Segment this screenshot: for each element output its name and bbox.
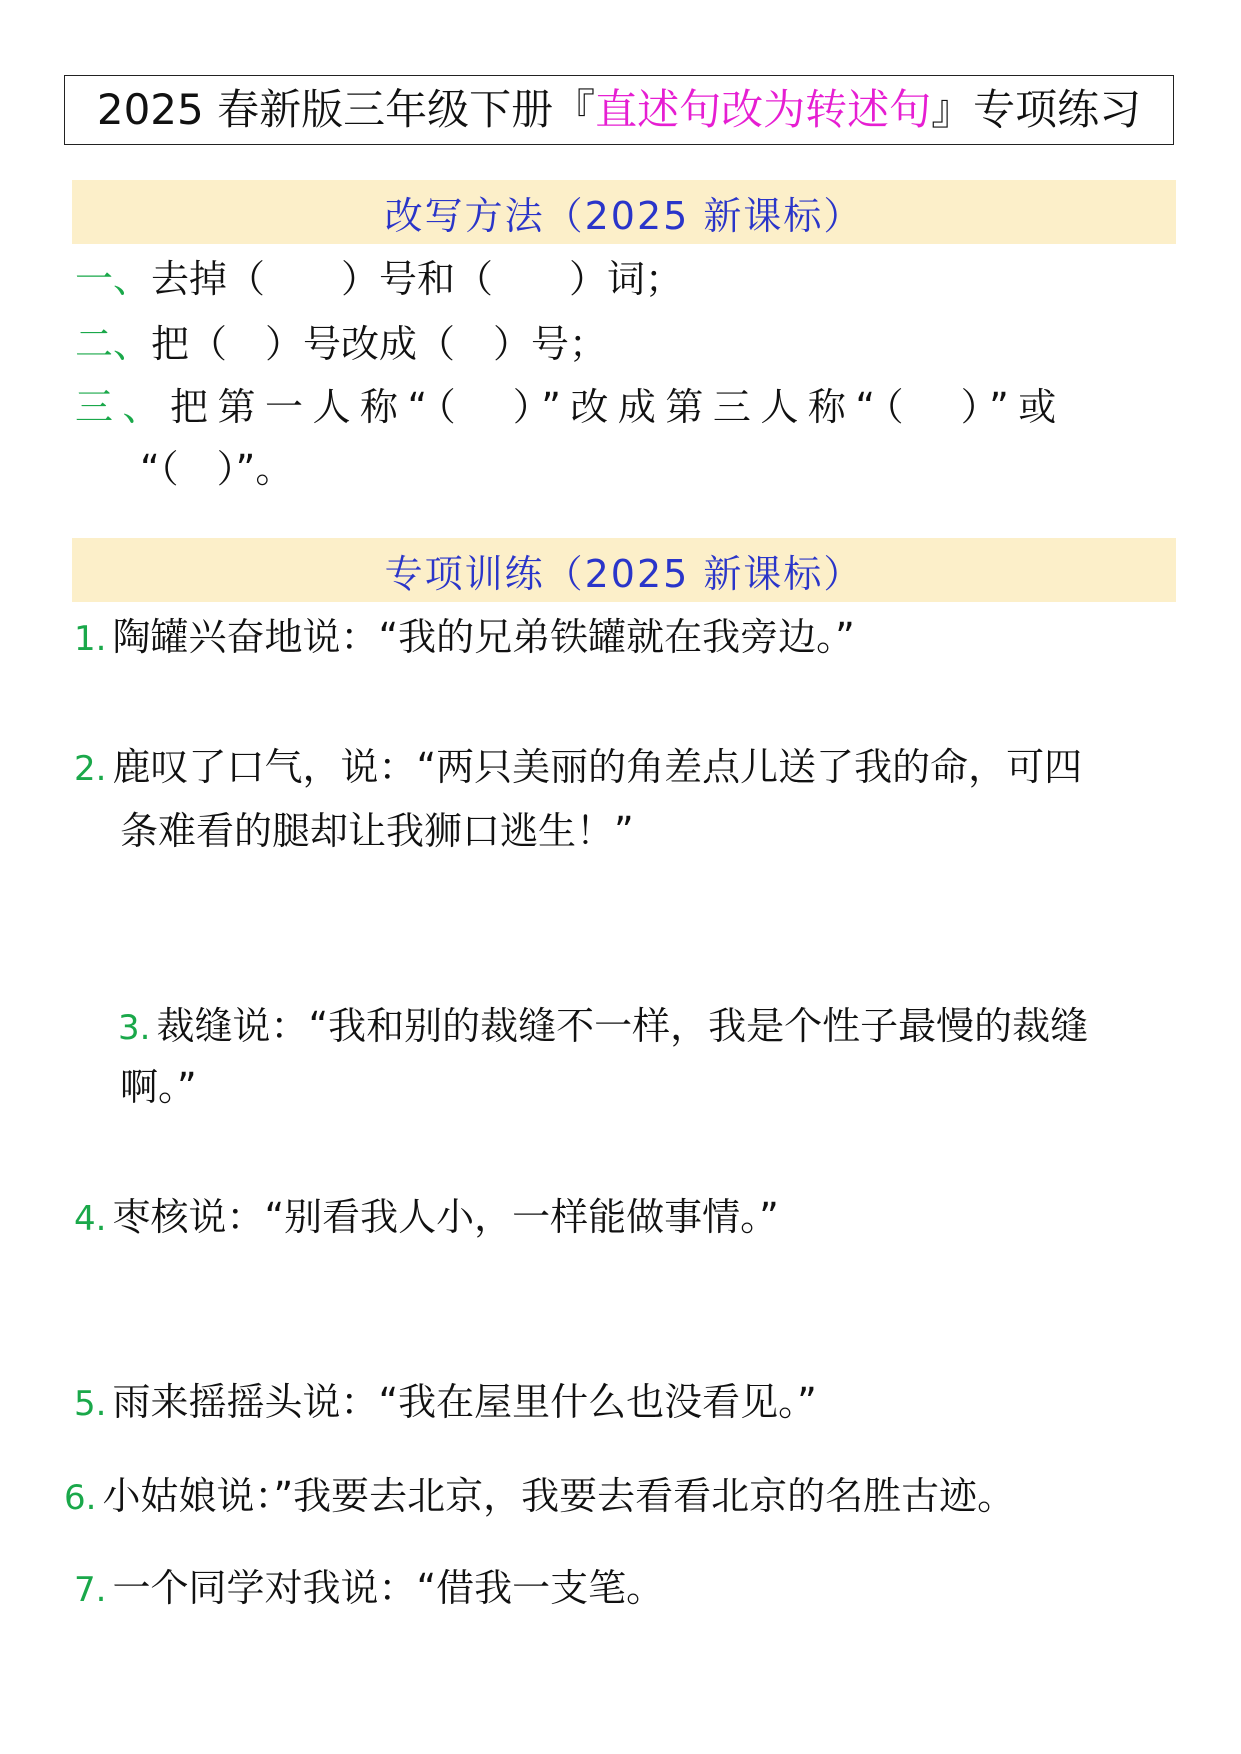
question-number: 2. [74,749,107,789]
question-text: 一个同学对我说：“借我一支笔。 [112,1566,665,1610]
question-text: 小姑娘说：”我要去北京，我要去看看北京的名胜古迹。 [102,1474,1016,1518]
question-3 [118,1004,1089,1048]
question-5 [74,1380,817,1424]
question-text: 裁缝说：“我和别的裁缝不一样，我是个性子最慢的裁缝 [156,1004,1089,1048]
question-number: 4. [74,1199,107,1239]
question-2 [74,745,1083,789]
question-number: 6. [64,1478,97,1518]
question-7 [74,1566,665,1610]
method-line-1 [75,257,684,301]
practice-section-header: 专项训练（2025 新课标） [72,538,1176,602]
question-4 [74,1195,779,1239]
question-text: 鹿叹了口气，说：“两只美丽的角差点儿送了我的命，可四 [112,745,1083,789]
method-text: “（ ）”。 [140,447,294,491]
method-number: 三、 [75,385,171,429]
method-line-2 [75,322,608,366]
method-number: 二、 [75,322,152,366]
method-line-3-cont [140,447,294,491]
worksheet-title [64,75,1174,145]
method-section-header: 改写方法（2025 新课标） [72,180,1176,244]
method-text: 去掉（ ）号和（ ）词； [151,257,684,301]
question-text: 雨来摇摇头说：“我在屋里什么也没看见。” [112,1380,817,1424]
method-text: 把第一人称“（ ）”改成第三人称“（ ）”或 [170,385,1066,429]
question-number: 7. [74,1570,107,1610]
question-2-cont [120,809,634,853]
question-text: 啊。” [120,1065,197,1109]
question-number: 3. [118,1008,151,1048]
question-number: 5. [74,1384,107,1424]
title-highlight: 直述句改为转述句 [595,85,932,134]
question-3-cont [120,1065,197,1109]
question-number: 1. [74,619,107,659]
question-6 [64,1474,1016,1518]
question-text: 条难看的腿却让我狮口逃生！” [120,809,634,853]
question-text: 陶罐兴奋地说：“我的兄弟铁罐就在我旁边。” [112,615,855,659]
method-line-3 [75,385,1066,429]
question-1 [74,615,855,659]
title-suffix: 』专项练习 [931,85,1142,134]
method-text: 把（ ）号改成（ ）号； [151,322,608,366]
title-prefix: 2025 春新版三年级下册『 [96,85,596,134]
question-text: 枣核说：“别看我人小，一样能做事情。” [112,1195,779,1239]
method-number: 一、 [75,257,152,301]
